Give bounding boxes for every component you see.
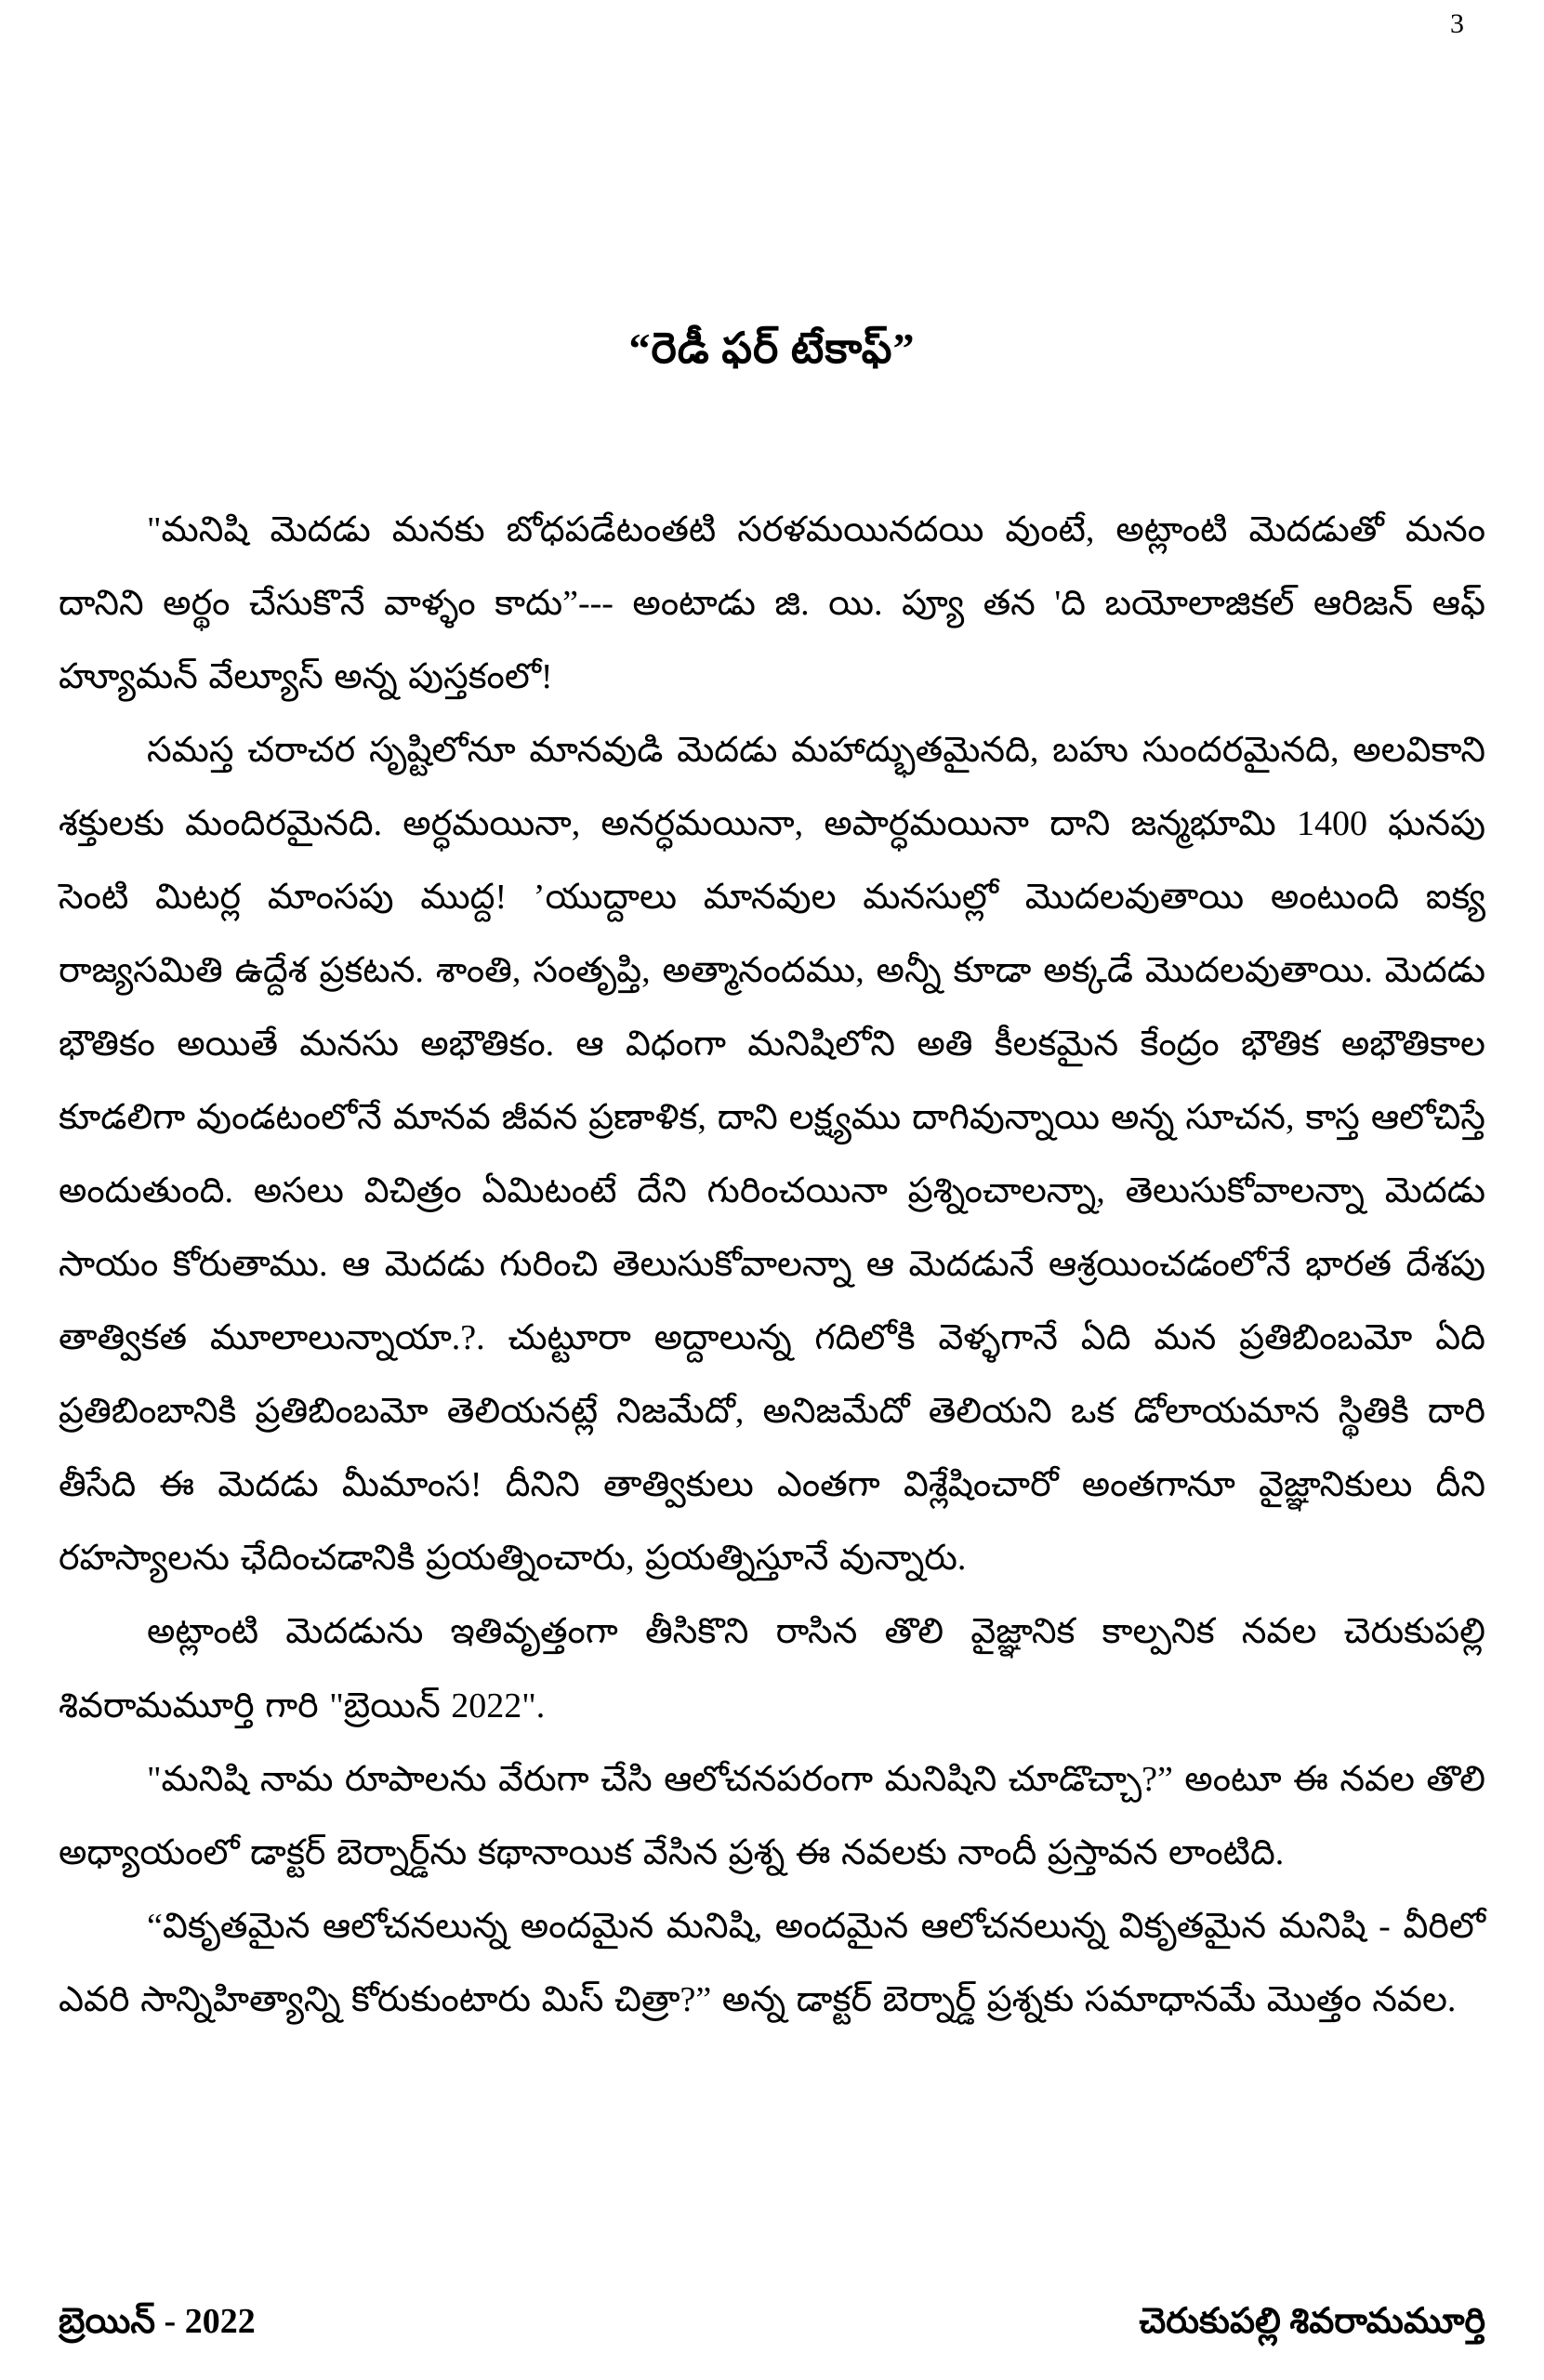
footer-book-title: బ్రెయిన్ - 2022 bbox=[59, 2302, 256, 2341]
document-body bbox=[59, 494, 1485, 2037]
body-paragraph-5: “వికృతమైన ఆలోచనలున్న అందమైన మనిషి, అందమైన ఆలోచనలున్న వికృతమైన మనిషి - వీరిలో ఎవరి సాన్నిహిత్యాన్ని కోరుకుంటారు మిస్ చిత్రా?” అన్న డాక్టర్ బెర్నార్డ్ ప్రశ్నకు సమాధానమే మొత్తం నవల. bbox=[59, 1906, 1485, 2019]
body-paragraph-3: అట్లాంటి మెదడును ఇతివృత్తంగా తీసికొని రాసిన తొలి వైజ్ఞానిక కాల్పనిక నవల చెరుకుపల్లి శివరామమూర్తి గారి "బ్రెయిన్ 2022". bbox=[59, 1612, 1485, 1726]
page-title: “రెడీ ఫర్ టేకాఫ్” bbox=[628, 324, 916, 372]
body-paragraph-2: సమస్త చరాచర సృష్టిలోనూ మానవుడి మెదడు మహాద్భుతమైనది, బహు సుందరమైనది, అలవికాని శక్తులకు మందిరమైనది. అర్ధమయినా, అనర్ధమయినా, అపార్ధమయినా దాని జన్మభూమి 1400 ఘనపు సెంటి మిటర్ల మాంసపు ముద్ద! ’యుద్దాలు మానవుల మనసుల్లో మొదలవుతాయి అంటుంది ఐక్య రాజ్యసమితి ఉద్దేశ ప్రకటన. శాంతి, సంతృప్తి, అత్మానందము, అన్నీ కూడా అక్కడే మొదలవుతాయి. మెదడు భౌతికం అయితే మనసు అభౌతికం. ఆ విధంగా మనిషిలోని అతి కీలకమైన కేంద్రం భౌతిక అభౌతికాల కూడలిగా వుండటంలోనే మానవ జీవన ప్రణాళిక, దాని లక్ష్యము దాగివున్నాయి అన్న సూచన, కాస్త ఆలోచిస్తే అందుతుంది. అసలు విచిత్రం ఏమిటంటే దేని గురించయినా ప్రశ్నించాలన్నా, తెలుసుకోవాలన్నా మెదడు సాయం కోరుతాము. ఆ మెదడు గురించి తెలుసుకోవాలన్నా ఆ మెదడునే ఆశ్రయించడంలోనే భారత దేశపు తాత్వికత మూలాలున్నాయా.?. చుట్టూరా అద్దాలున్న గదిలోకి వెళ్ళగానే ఏది మన ప్రతిబింబమో ఏది ప్రతిబింబానికి ప్రతిబింబమో తెలియనట్లే నిజమేదో, అనిజమేదో తెలియని ఒక డోలాయమాన స్థితికి దారి తీసేది ఈ మెదడు మీమాంస! దీనిని తాత్వికులు ఎంతగా విశ్లేషించారో అంతగానూ వైజ్ఞానికులు దీని రహస్యాలను ఛేదించడానికి ప్రయత్నించారు, ప్రయత్నిస్తూనే వున్నారు. bbox=[59, 731, 1486, 1579]
body-paragraph-4: "మనిషి నామ రూపాలను వేరుగా చేసి ఆలోచనపరంగా మనిషిని చూడొచ్చా?” అంటూ ఈ నవల తొలి అధ్యాయంలో డాక్టర్ బెర్నార్డ్‌ను కథానాయిక వేసిన ప్రశ్న ఈ నవలకు నాందీ ప్రస్తావన లాంటిది. bbox=[59, 1759, 1485, 1872]
footer-author: చెరుకుపల్లి శివరామమూర్తి bbox=[1139, 2302, 1485, 2341]
page-number: 3 bbox=[1450, 8, 1464, 39]
body-paragraph-1: "మనిషి మెదడు మనకు బోధపడేటంతటి సరళమయినదయి వుంటే, అట్లాంటి మెదడుతో మనం దానిని అర్థం చేసుకొనే వాళ్ళం కాదు”--- అంటాడు జి. యి. ప్యూ తన 'ది బయోలాజికల్ ఆరిజన్ ఆఫ్ హ్యూమన్ వేల్యూస్ అన్న పుస్తకంలో! bbox=[59, 510, 1485, 697]
page-footer bbox=[59, 2301, 1485, 2350]
